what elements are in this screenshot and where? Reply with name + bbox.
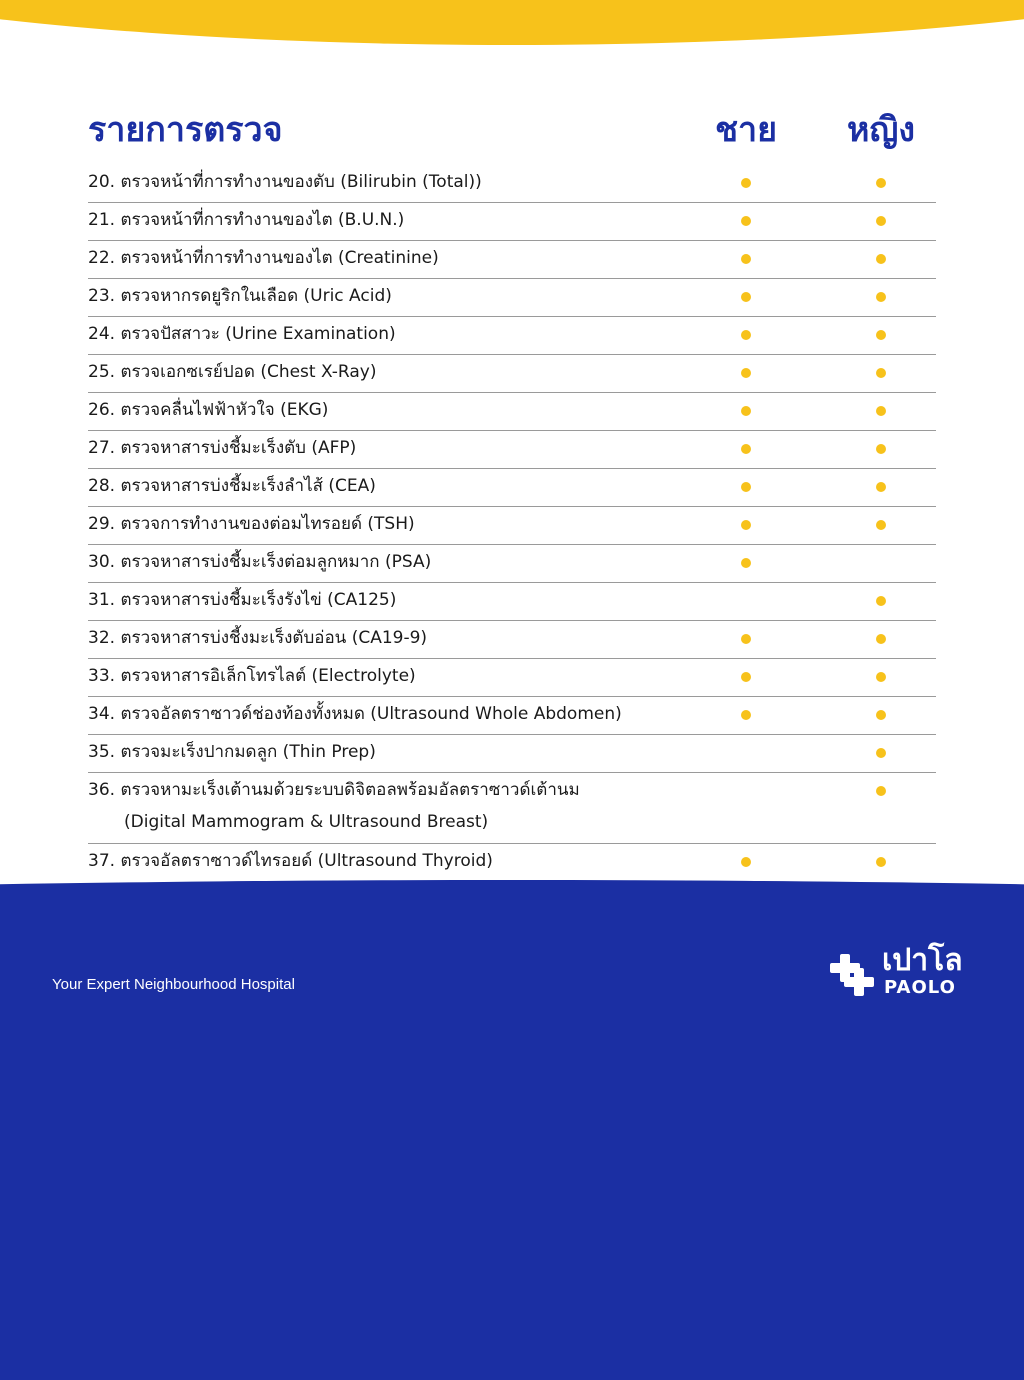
female-included-dot-icon bbox=[876, 857, 886, 867]
checkup-list bbox=[88, 165, 936, 881]
checkup-item-label bbox=[88, 851, 493, 871]
checkup-item-text: 36. ตรวจหามะเร็งเต้านมด้วยระบบดิจิตอลพร้อมอัลตราซาวด์เต้านม bbox=[88, 780, 580, 800]
checkup-row bbox=[88, 165, 936, 203]
paolo-logo bbox=[826, 944, 986, 1004]
checkup-item-text: 21. ตรวจหน้าที่การทำงานของไต (B.U.N.) bbox=[88, 210, 405, 230]
male-included-dot-icon bbox=[741, 178, 751, 188]
female-included-dot-icon bbox=[876, 178, 886, 188]
plus-cross-logo-icon bbox=[826, 950, 878, 1000]
checkup-item-text: 27. ตรวจหาสารบ่งชี้มะเร็งตับ (AFP) bbox=[88, 438, 357, 458]
male-included-dot-icon bbox=[741, 330, 751, 340]
checkup-item-label bbox=[88, 172, 482, 192]
checkup-item-text: 25. ตรวจเอกซเรย์ปอด (Chest X-Ray) bbox=[88, 362, 377, 382]
checkup-item-text-line2: (Digital Mammogram & Ultrasound Breast) bbox=[124, 812, 489, 832]
checkup-row bbox=[88, 773, 936, 844]
checkup-row bbox=[88, 583, 936, 621]
logo-thai-text: เปาโล bbox=[882, 943, 963, 978]
checkup-item-label bbox=[88, 362, 376, 382]
checkup-row bbox=[88, 735, 936, 773]
checkup-item-text: 35. ตรวจมะเร็งปากมดลูก (Thin Prep) bbox=[88, 742, 376, 762]
checkup-row bbox=[88, 241, 936, 279]
checkup-item-label bbox=[88, 438, 356, 458]
column-header-male: ชาย bbox=[714, 110, 778, 150]
checkup-item-label bbox=[88, 780, 580, 832]
female-included-dot-icon bbox=[876, 596, 886, 606]
checkup-item-label bbox=[88, 628, 427, 648]
checkup-item-label bbox=[88, 400, 328, 420]
checkup-item-label bbox=[88, 590, 396, 610]
checkup-item-text: 31. ตรวจหาสารบ่งชี้มะเร็งรังไข่ (CA125) bbox=[88, 590, 397, 610]
male-included-dot-icon bbox=[741, 710, 751, 720]
page-title: รายการตรวจ bbox=[88, 110, 283, 150]
checkup-row bbox=[88, 393, 936, 431]
checkup-item-label bbox=[88, 248, 439, 268]
female-included-dot-icon bbox=[876, 406, 886, 416]
checkup-item-label bbox=[88, 514, 415, 534]
checkup-item-label bbox=[88, 286, 392, 306]
male-included-dot-icon bbox=[741, 857, 751, 867]
male-included-dot-icon bbox=[741, 482, 751, 492]
checkup-item-text: 23. ตรวจหากรดยูริกในเลือด (Uric Acid) bbox=[88, 286, 392, 306]
female-included-dot-icon bbox=[876, 634, 886, 644]
checkup-item-label bbox=[88, 704, 622, 724]
checkup-item-text: 37. ตรวจอัลตราซาวด์ไทรอยด์ (Ultrasound Thyroid) bbox=[88, 851, 493, 871]
female-included-dot-icon bbox=[876, 330, 886, 340]
male-included-dot-icon bbox=[741, 672, 751, 682]
male-included-dot-icon bbox=[741, 368, 751, 378]
female-included-dot-icon bbox=[876, 786, 886, 796]
checkup-row bbox=[88, 697, 936, 735]
checkup-item-text: 32. ตรวจหาสารบ่งชี้งมะเร็งตับอ่อน (CA19-9) bbox=[88, 628, 428, 648]
checkup-item-text: 28. ตรวจหาสารบ่งชี้มะเร็งลำไส้ (CEA) bbox=[88, 476, 376, 496]
checkup-row bbox=[88, 545, 936, 583]
female-included-dot-icon bbox=[876, 748, 886, 758]
checkup-item-label bbox=[88, 476, 376, 496]
female-included-dot-icon bbox=[876, 368, 886, 378]
female-included-dot-icon bbox=[876, 254, 886, 264]
male-included-dot-icon bbox=[741, 254, 751, 264]
checkup-row bbox=[88, 659, 936, 697]
checkup-item-text: 24. ตรวจปัสสาวะ (Urine Examination) bbox=[88, 324, 396, 344]
checkup-item-label bbox=[88, 324, 396, 344]
female-included-dot-icon bbox=[876, 444, 886, 454]
checkup-item-text: 30. ตรวจหาสารบ่งชี้มะเร็งต่อมลูกหมาก (PSA) bbox=[88, 552, 432, 572]
female-included-dot-icon bbox=[876, 710, 886, 720]
male-included-dot-icon bbox=[741, 216, 751, 226]
checkup-row bbox=[88, 317, 936, 355]
checkup-item-text: 20. ตรวจหน้าที่การทำงานของตับ (Bilirubin (Total)) bbox=[88, 172, 482, 192]
checkup-row bbox=[88, 507, 936, 545]
male-included-dot-icon bbox=[741, 558, 751, 568]
checkup-item-label bbox=[88, 666, 416, 686]
female-included-dot-icon bbox=[876, 672, 886, 682]
logo-english-text: PAOLO bbox=[884, 977, 956, 998]
checkup-row bbox=[88, 203, 936, 241]
footer-tagline: Your Expert Neighbourhood Hospital bbox=[52, 976, 295, 993]
checkup-item-text: 29. ตรวจการทำงานของต่อมไทรอยด์ (TSH) bbox=[88, 514, 415, 534]
male-included-dot-icon bbox=[741, 444, 751, 454]
checkup-item-label bbox=[88, 742, 376, 762]
checkup-row bbox=[88, 469, 936, 507]
checkup-item-text: 22. ตรวจหน้าที่การทำงานของไต (Creatinine) bbox=[88, 248, 439, 268]
table-header bbox=[0, 102, 1024, 162]
checkup-row bbox=[88, 621, 936, 659]
female-included-dot-icon bbox=[876, 482, 886, 492]
male-included-dot-icon bbox=[741, 406, 751, 416]
male-included-dot-icon bbox=[741, 292, 751, 302]
top-decorative-arc bbox=[0, 0, 1024, 45]
male-included-dot-icon bbox=[741, 520, 751, 530]
checkup-row bbox=[88, 279, 936, 317]
male-included-dot-icon bbox=[741, 634, 751, 644]
female-included-dot-icon bbox=[876, 520, 886, 530]
checkup-item-label bbox=[88, 552, 431, 572]
female-included-dot-icon bbox=[876, 292, 886, 302]
column-header-female: หญิง bbox=[847, 110, 915, 150]
checkup-row bbox=[88, 844, 936, 881]
checkup-row bbox=[88, 355, 936, 393]
checkup-item-text: 33. ตรวจหาสารอิเล็กโทรไลต์ (Electrolyte) bbox=[88, 666, 416, 686]
checkup-item-label bbox=[88, 210, 404, 230]
checkup-item-text: 34. ตรวจอัลตราซาวด์ช่องท้องทั้งหมด (Ultrasound Whole Abdomen) bbox=[88, 704, 622, 724]
checkup-row bbox=[88, 431, 936, 469]
female-included-dot-icon bbox=[876, 216, 886, 226]
checkup-item-text: 26. ตรวจคลื่นไฟฟ้าหัวใจ (EKG) bbox=[88, 400, 329, 420]
